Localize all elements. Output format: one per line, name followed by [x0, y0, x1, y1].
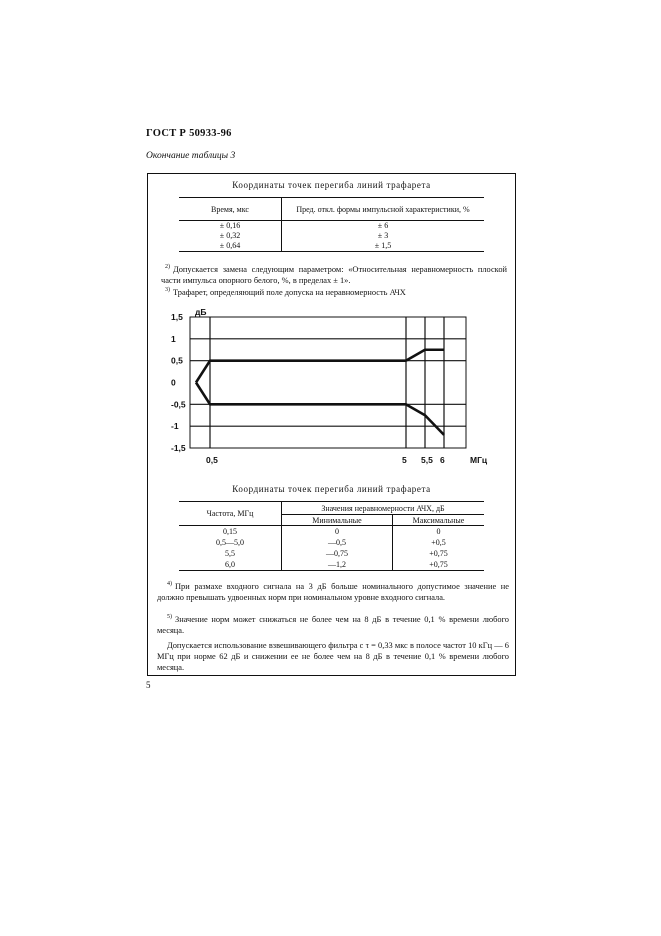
table-cell: 0 — [282, 526, 393, 538]
table-cell: —0,75 — [282, 548, 393, 559]
table1 — [179, 197, 484, 252]
page-number: 5 — [146, 680, 151, 690]
table-cell: 6,0 — [179, 559, 282, 571]
table1-col1-header: Время, мкс — [179, 198, 282, 221]
table-row — [179, 526, 484, 538]
paragraph-weighting-filter: Допускается использование взвешивающего фильтра с τ = 0,33 мкс в полосе частот 10 кГц — 6 МГц при норме 62 дБ и снижении ее не более чем на 8 дБ в течение 0,1 % времени любого месяца. — [157, 641, 509, 672]
table-cell: ± 0,64 — [179, 241, 282, 252]
table-row — [179, 548, 484, 559]
footnote-5 — [157, 614, 509, 636]
footnote-text: Допускается замена следующим параметром: «Относительная неравномерность плоской части импульса опорного белого, %, в пределах ± 1». — [161, 265, 507, 285]
table2-title: Координаты точек перегиба линий трафарета — [232, 484, 431, 494]
table2-min-header: Минимальные — [282, 515, 393, 526]
y-tick-label: -1,5 — [171, 443, 186, 453]
footnote-4 — [157, 581, 509, 603]
y-tick-label: -1 — [171, 421, 179, 432]
y-tick-label: 0 — [171, 377, 176, 388]
x-tick-label: 6 — [440, 455, 445, 465]
table-row — [179, 221, 484, 232]
table2-col1-header: Частота, МГц — [179, 502, 282, 526]
frequency-response-chart — [166, 306, 506, 470]
table-cell: ± 3 — [377, 231, 389, 240]
table-cell: ± 0,32 — [179, 231, 282, 241]
footnote-marker: 3) — [165, 287, 170, 294]
table-cell: +0,5 — [431, 538, 446, 547]
table-row — [179, 231, 484, 241]
footnote-text: Значение норм может снижаться не более чем на 8 дБ в течение 0,1 % времени любого месяца. — [157, 615, 509, 635]
footnote-marker: 2) — [165, 264, 170, 271]
footnote-3 — [165, 287, 507, 298]
table-cell: 0,5—5,0 — [179, 537, 282, 548]
table2-group-header: Значения неравномерности АЧХ, дБ — [282, 502, 485, 515]
y-tick-label: 0,5 — [171, 355, 183, 366]
y-axis-label: дБ — [195, 307, 207, 317]
table1-col2-header: Пред. откл. формы импульсной характеристики, % — [282, 198, 485, 221]
table-cell: +0,75 — [429, 549, 448, 558]
table-cell: ± 1,5 — [282, 241, 485, 252]
table-cell: +0,75 — [393, 559, 485, 571]
table-cell: ± 0,16 — [179, 221, 282, 232]
document-code: ГОСТ Р 50933-96 — [146, 128, 232, 139]
table2-max-header: Максимальные — [393, 515, 485, 526]
table2 — [179, 501, 484, 571]
x-tick-label: 5,5 — [421, 455, 433, 465]
y-tick-label: 1 — [171, 333, 176, 344]
footnote-marker: 5) — [167, 614, 172, 621]
table-cell: 5,5 — [179, 548, 282, 559]
table-continuation-label: Окончание таблицы 3 — [146, 151, 236, 161]
footnote-marker: 4) — [167, 581, 172, 588]
table1-title: Координаты точек перегиба линий трафарета — [232, 180, 431, 190]
x-axis-unit-label: МГц — [470, 455, 488, 465]
lower-tolerance-line — [196, 383, 444, 435]
footnote-text: Трафарет, определяющий поле допуска на неравномерность АЧХ — [173, 288, 406, 297]
upper-tolerance-line — [196, 350, 444, 383]
footnote-text: При размахе входного сигнала на 3 дБ больше номинального допустимое значение не должно превышать удвоенных норм при номинальном уровне входного сигнала. — [157, 582, 509, 602]
x-tick-label: 0,5 — [206, 455, 218, 465]
footnote-2 — [161, 264, 507, 286]
table-cell: —0,5 — [282, 537, 393, 548]
y-tick-label: 1,5 — [171, 312, 183, 322]
table-cell: ± 6 — [377, 221, 389, 230]
table-row — [179, 537, 484, 548]
y-tick-label: -0,5 — [171, 399, 186, 410]
table-cell: —1,2 — [282, 559, 393, 571]
table-cell: 0 — [436, 527, 441, 536]
table-row — [179, 241, 484, 252]
table-cell: 0,15 — [179, 526, 282, 538]
x-tick-label: 5 — [402, 455, 407, 465]
table-row — [179, 559, 484, 571]
